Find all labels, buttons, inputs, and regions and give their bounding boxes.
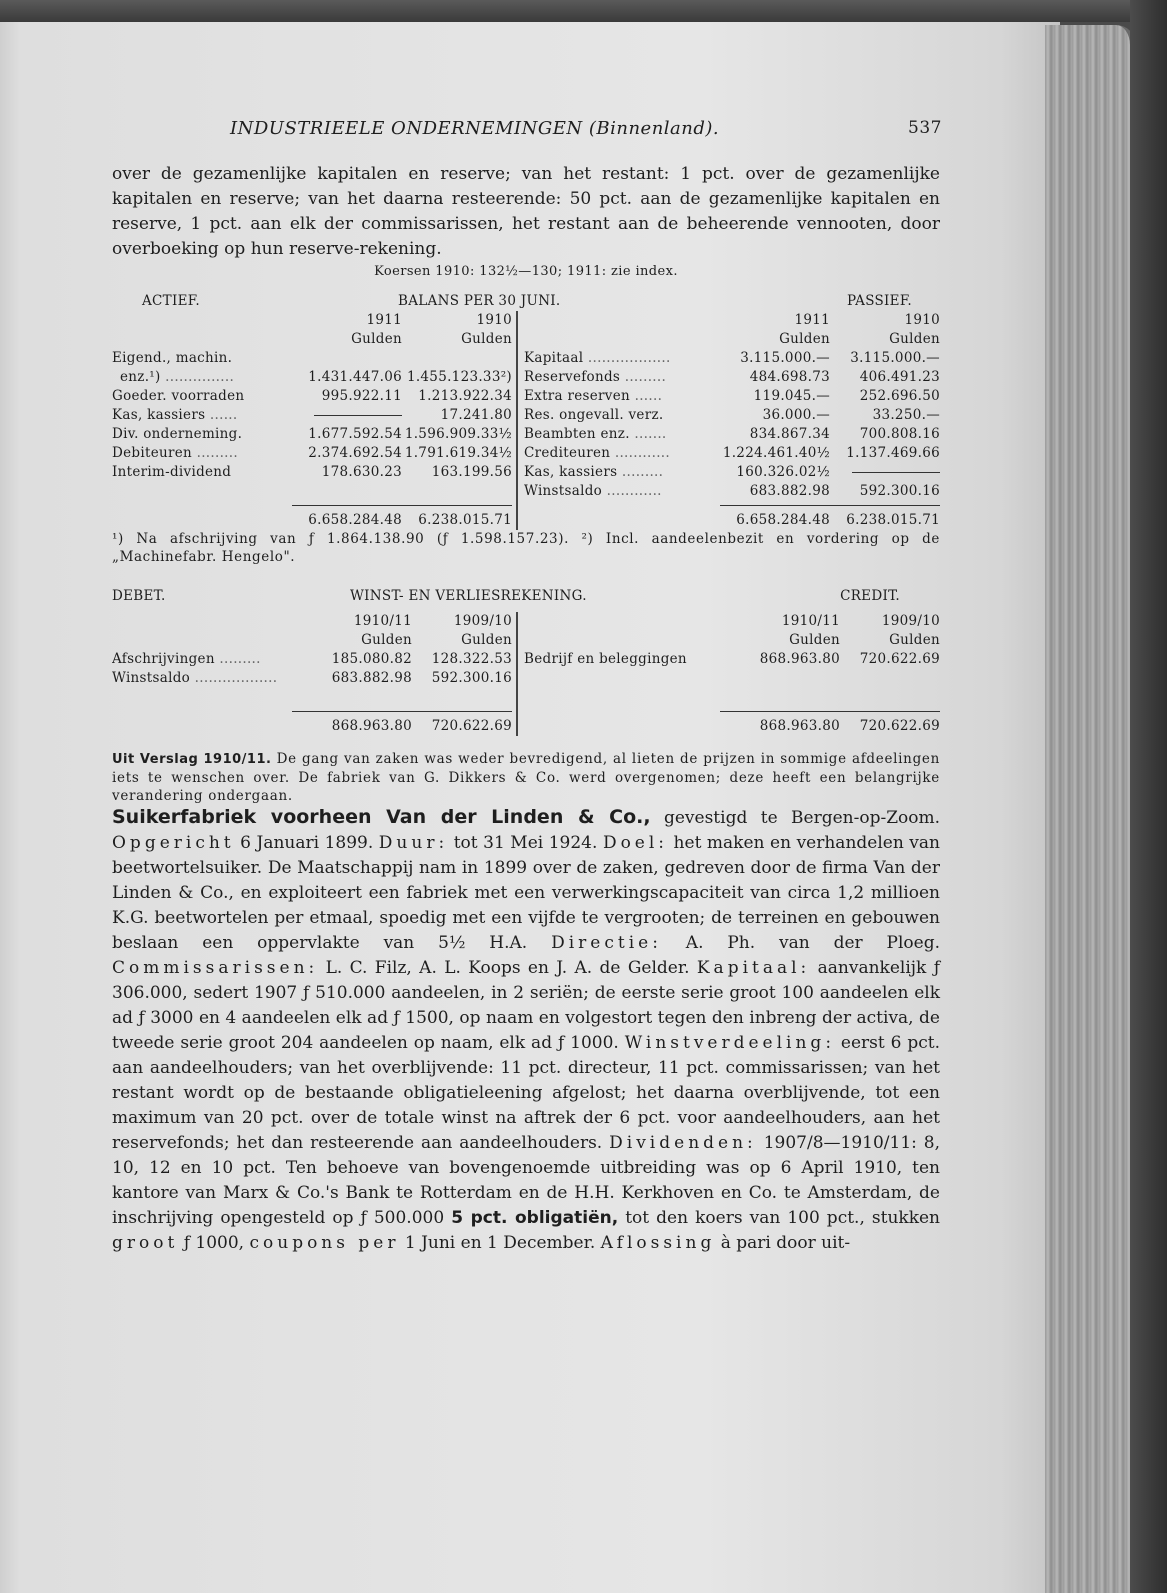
table-row: Winstsaldo .................. 683.882.98 592.300.16 — [112, 670, 512, 686]
intro-paragraph: over de gezamenlijke kapitalen en reserve; van het restant: 1 pct. over de gezamenlijke kapitalen en reserve; van het daarna resteerende: 50 pct. aan de gezamenlijke kapitalen en reserve, 1 pct. aan elk der commissarissen, het restant aan de beheerende vennooten, door overboeking op hun reserve-rekening. — [112, 164, 940, 259]
unit-header: Gulden — [779, 331, 830, 347]
table-row: Kapitaal .................. 3.115.000.— 3.115.000.— — [524, 350, 940, 366]
table-row: Reservefonds ......... 484.698.73 406.491.23 — [524, 369, 940, 385]
keyword: Opgericht — [112, 833, 235, 853]
empty-value-rule — [314, 415, 402, 416]
book-cover-edge — [1130, 0, 1167, 1593]
unit-header: Gulden — [351, 331, 402, 347]
actief-heading: ACTIEF. — [142, 293, 200, 309]
passief-column — [524, 311, 940, 530]
unit-header: Gulden — [889, 632, 940, 648]
year-header: 1910 — [476, 312, 512, 328]
running-head — [112, 110, 940, 140]
running-head-title: INDUSTRIEELE ONDERNEMINGEN (Binnenland). — [230, 118, 720, 139]
page-number: 537 — [908, 118, 942, 138]
table-row: Kas, kassiers ...... 17.241.80 — [112, 407, 512, 423]
total-row: 868.963.80 720.622.69 — [331, 718, 512, 734]
year-header: 1910 — [904, 312, 940, 328]
table-row: Div. onderneming. 1.677.592.54 1.596.909.33½ — [112, 426, 512, 442]
keyword: Dividenden: — [609, 1133, 757, 1153]
unit-header: Gulden — [461, 632, 512, 648]
balance-footnote: ¹) Na afschrijving van ƒ 1.864.138.90 (ƒ 1.598.157.23). ²) Incl. aandeelenbezit en vordering op de „Machinefabr. Hengelo". — [112, 531, 940, 565]
table-row: Afschrijvingen ......... 185.080.82 128.322.53 — [112, 651, 512, 667]
total-rule — [524, 707, 940, 717]
table-row: Extra reserven ...... 119.045.— 252.696.50 — [524, 388, 940, 404]
credit-heading: CREDIT. — [840, 588, 900, 604]
profit-loss-account — [112, 588, 940, 736]
total-row: 6.658.284.48 6.238.015.71 — [308, 512, 512, 528]
table-row: enz.¹) ............... 1.431.447.06 1.455.123.33²) — [120, 369, 512, 385]
keyword: Doel: — [602, 833, 669, 853]
keyword: coupons per — [249, 1233, 400, 1253]
year-header: 1911 — [794, 312, 830, 328]
table-row: Kas, kassiers ......... 160.326.02½ — [524, 463, 940, 482]
unit-header: Gulden — [361, 632, 412, 648]
keyword: Kapitaal: — [696, 958, 811, 978]
year-header: 1910/11 — [353, 613, 412, 629]
table-row: Bedrijf en beleggingen 868.963.80 720.622.69 — [524, 651, 940, 667]
book-top-edge — [0, 0, 1167, 22]
passief-heading: PASSIEF. — [847, 293, 912, 309]
total-row: 6.658.284.48 6.238.015.71 — [736, 512, 940, 528]
company-name: Suikerfabriek voorheen Van der Linden & Co., — [112, 806, 651, 828]
company-entry: Suikerfabriek voorheen Van der Linden & Co., gevestigd te Bergen-op-Zoom. Opgericht 6 Januari 1899. Duur: tot 31 Mei 1924. Doel: het maken en verhandelen van beetwortelsuiker. De Maatschappij nam in 1899 over de zaken, gedreven door de firma Van der Linden & Co., en exploiteert een fabriek met een verwerkingscapaciteit van circa 1,2 millioen K.G. beetwortelen per etmaal, spoedig met een vijfde te vergrooten; de terreinen en gebouwen beslaan een oppervlakte van 5½ H.A. Directie: A. Ph. van der Ploeg. Commissarissen: L. C. Filz, A. L. Koops en J. A. de Gelder. Kapitaal: aanvankelijk ƒ 306.000, sedert 1907 ƒ 510.000 aandeelen, in 2 seriën; de eerste serie groot 100 aandeelen elk ad ƒ 3000 en 4 aandeelen elk ad ƒ 1500, op naam en volgestort tegen den inbreng der activa, de tweede serie groot 204 aandeelen op naam, elk ad ƒ 1000. Winstverdeeling: eerst 6 pct. aan aandeelhouders; van het overblijvende: 11 pct. directeur, 11 pct. commissarissen; van het restant wordt op de bestaande obligatieleening afgelost; het daarna overblijvende, tot een maximum van 20 pct. over de totale winst na aftrek der 6 pct. voor aandeelhouders, aan het reservefonds; het dan resteerende aan aandeelhouders. Dividenden: 1907/8—1910/11: 8, 10, 12 en 10 pct. Ten behoeve van bovengenoemde uitbreiding was op 6 April 1910, ten kantore van Marx & Co.'s Bank te Rotterdam en de H.H. Kerkhoven en Co. te Amsterdam, de inschrijving opengesteld op ƒ 500.000 5 pct. obligatiën, tot den koers van 100 pct., stukken groot ƒ 1000, coupons per 1 Juni en 1 December. Aflossing à pari door uit- — [112, 806, 941, 1253]
keyword: Winstverdeeling: — [624, 1033, 836, 1053]
keyword: Commissarissen: — [112, 958, 319, 978]
debet-column — [112, 612, 512, 736]
column-divider — [516, 311, 518, 530]
unit-header: Gulden — [461, 331, 512, 347]
year-header: 1910/11 — [781, 613, 840, 629]
credit-column — [524, 612, 940, 736]
bold-obligatien: 5 pct. obligatiën, — [451, 1208, 619, 1228]
verslag-lead: Uit Verslag 1910/11. — [112, 752, 272, 767]
table-row: Interim-dividend 178.630.23 163.199.56 — [112, 464, 512, 480]
keyword: groot — [112, 1233, 179, 1253]
table-row: Beambten enz. ....... 834.867.34 700.808.16 — [524, 426, 940, 442]
year-header: 1911 — [366, 312, 402, 328]
page-content — [112, 110, 940, 1256]
keyword: Aflossing — [600, 1233, 716, 1253]
debet-heading: DEBET. — [112, 588, 166, 604]
pl-title: WINST- EN VERLIESREKENING. — [350, 588, 587, 604]
balance-sheet — [112, 293, 940, 566]
koersen-line: Koersen 1910: 132½—130; 1911: zie index. — [374, 264, 678, 279]
total-rule — [112, 707, 512, 717]
table-row: Res. ongevall. verz. 36.000.— 33.250.— — [524, 407, 940, 423]
table-row: Crediteuren ............ 1.224.461.40½ 1.137.469.66 — [524, 445, 940, 461]
total-row: 868.963.80 720.622.69 — [759, 718, 940, 734]
table-row: Debiteuren ......... 2.374.692.54 1.791.619.34½ — [112, 445, 512, 461]
unit-header: Gulden — [889, 331, 940, 347]
table-row: Eigend., machin. — [112, 350, 233, 366]
annual-report-summary: Uit Verslag 1910/11. De gang van zaken was weder bevredigend, al lieten de prijzen in sommige afdeelingen iets te wenschen over. De fabriek van G. Dikkers & Co. werd overgenomen; deze heeft een belangrijke verandering ondergaan. — [112, 751, 940, 804]
balance-title: BALANS PER 30 JUNI. — [398, 293, 561, 309]
book-page-edges — [1045, 25, 1136, 1593]
unit-header: Gulden — [789, 632, 840, 648]
column-divider — [516, 612, 518, 736]
total-rule — [112, 501, 512, 511]
keyword: Directie: — [551, 933, 662, 953]
actief-column — [112, 311, 512, 530]
table-row: Goeder. voorraden 995.922.11 1.213.922.34 — [112, 388, 512, 404]
year-header: 1909/10 — [453, 613, 512, 629]
total-rule — [524, 501, 940, 511]
keyword: Duur: — [378, 833, 449, 853]
empty-value-rule — [852, 472, 940, 473]
table-row: Winstsaldo ............ 683.882.98 592.300.16 — [524, 483, 940, 499]
year-header: 1909/10 — [881, 613, 940, 629]
